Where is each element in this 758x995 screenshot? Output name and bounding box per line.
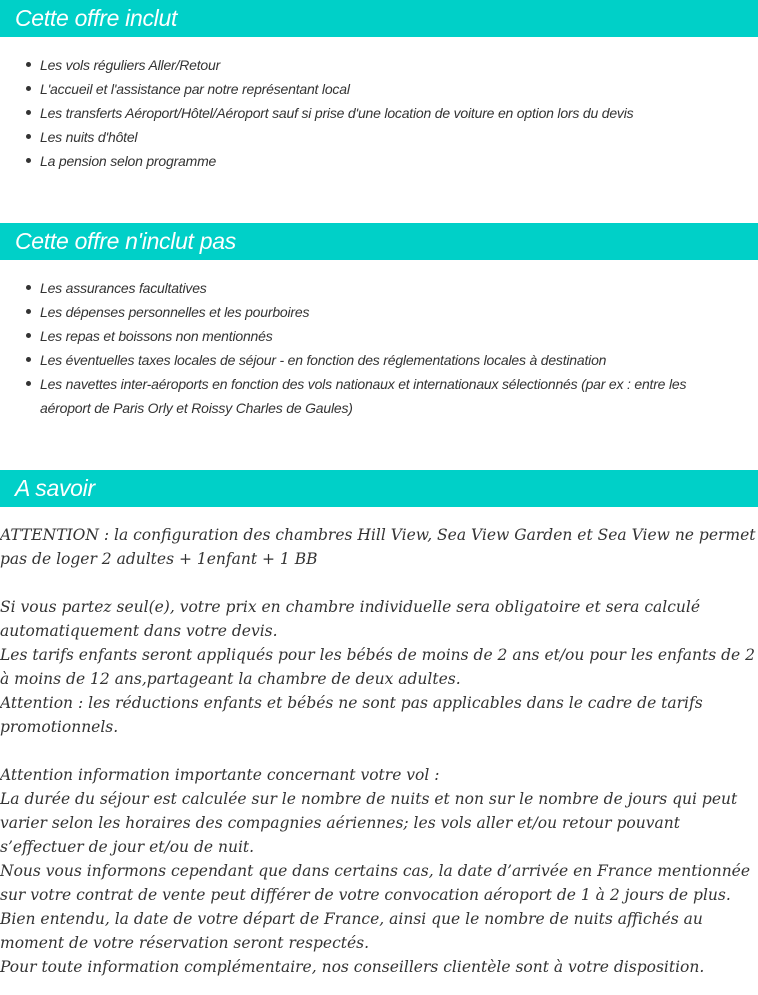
list-item: Les navettes inter-aéroports en fonction des vols nationaux et internationaux sélectionnés (par ex : entre les aéroport de Paris Orly et Roissy Charles de Gaules) [0,372,740,420]
savoir-paragraph: Attention information importante concernant votre vol : [0,766,440,784]
list-item: Les éventuelles taxes locales de séjour - en fonction des réglementations locales à destination [0,348,740,372]
includes-title: Cette offre inclut [0,0,758,37]
savoir-paragraph: La durée du séjour est calculée sur le nombre de nuits et non sur le nombre de jours qui peut varier selon les horaires des compagnies aériennes; les vols aller et/ou retour pouvant s’effectuer de jour et/ou de nuit. [0,790,738,856]
excludes-title: Cette offre n'inclut pas [0,223,758,260]
savoir-text [0,523,758,979]
list-item: Les nuits d'hôtel [0,125,740,149]
savoir-paragraph: Attention : les réductions enfants et bébés ne sont pas applicables dans le cadre de tarifs promotionnels. [0,694,703,736]
savoir-paragraph: Les tarifs enfants seront appliqués pour les bébés de moins de 2 ans et/ou pour les enfants de 2 à moins de 12 ans,partageant la chambre de deux adultes. [0,646,755,688]
list-item: La pension selon programme [0,149,740,173]
list-item: Les dépenses personnelles et les pourboires [0,300,740,324]
excludes-list [0,276,740,420]
list-item: Les assurances facultatives [0,276,740,300]
list-item: L'accueil et l'assistance par notre représentant local [0,77,740,101]
savoir-paragraph: Pour toute information complémentaire, nos conseillers clientèle sont à votre disposition. [0,958,705,976]
list-item: Les vols réguliers Aller/Retour [0,53,740,77]
savoir-paragraph: ATTENTION : la configuration des chambres Hill View, Sea View Garden et Sea View ne permet pas de loger 2 adultes + 1enfant + 1 BB [0,526,756,568]
savoir-paragraph: Si vous partez seul(e), votre prix en chambre individuelle sera obligatoire et sera calculé automatiquement dans votre devis. [0,598,701,640]
savoir-paragraph: Nous vous informons cependant que dans certains cas, la date d’arrivée en France mentionnée sur votre contrat de vente peut différer de votre convocation aéroport de 1 à 2 jours de plus. Bien entendu, la date de votre départ de France, ainsi que le nombre de nuits affichés au moment de votre réservation seront respectés. [0,862,751,952]
list-item: Les repas et boissons non mentionnés [0,324,740,348]
list-item: Les transferts Aéroport/Hôtel/Aéroport sauf si prise d'une location de voiture en option lors du devis [0,101,740,125]
savoir-title: A savoir [0,470,758,507]
includes-list [0,53,740,173]
